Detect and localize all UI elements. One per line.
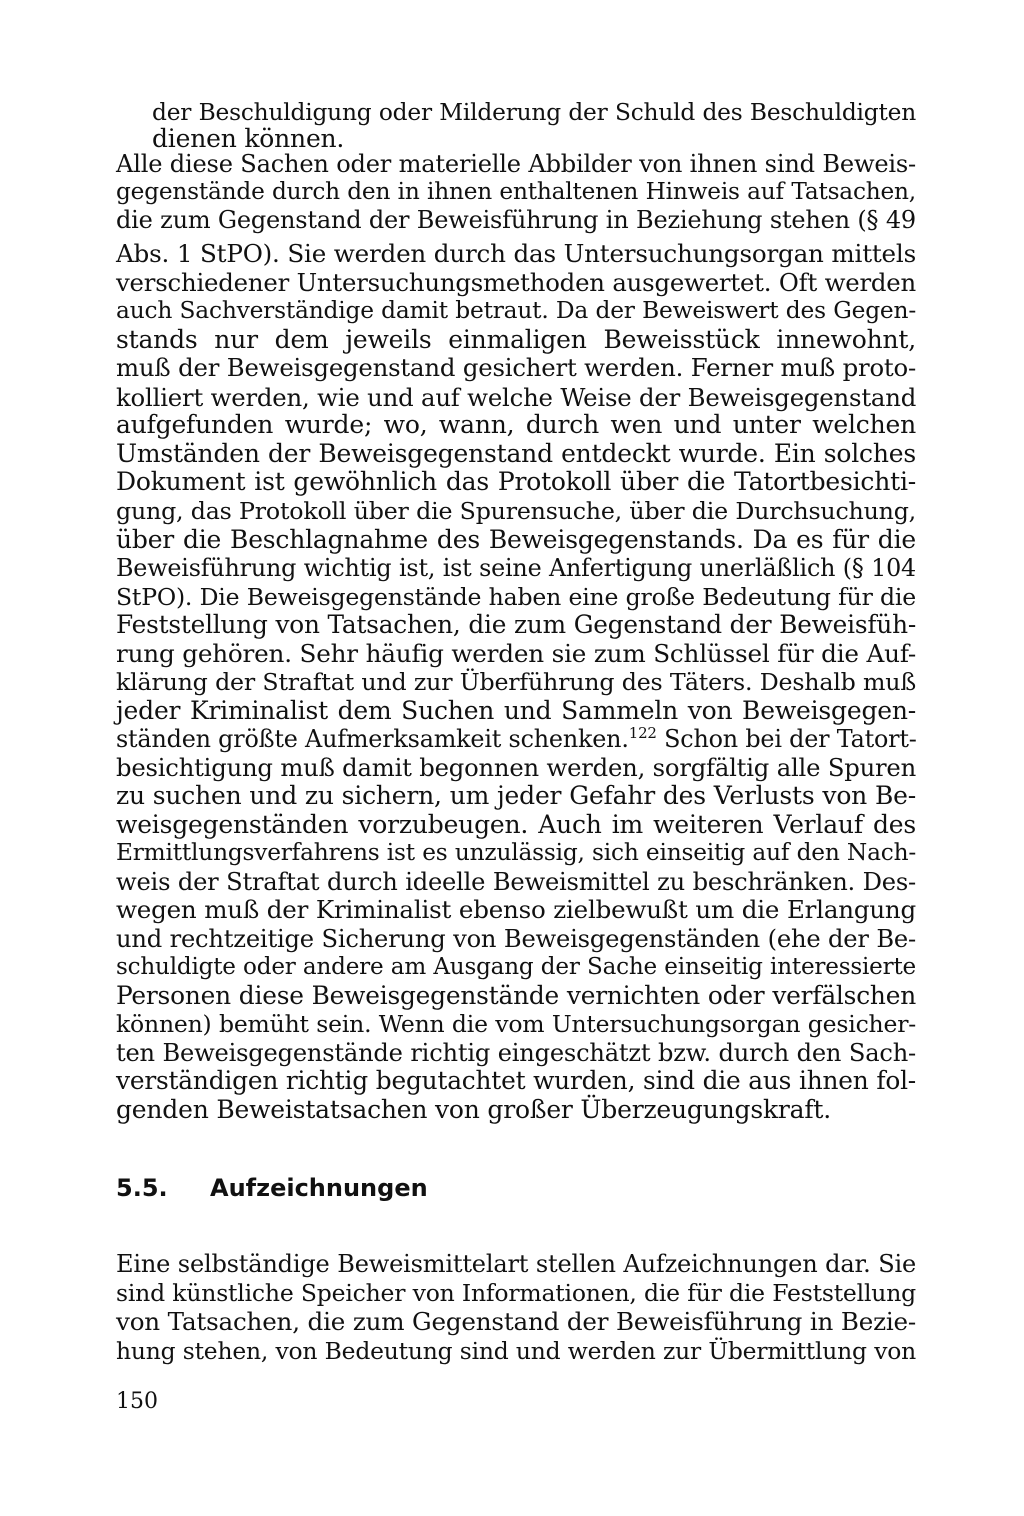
text-line: verständigen richtig begutachtet wurden, sind die aus ihnen fol- — [116, 1066, 916, 1095]
text-line: muß der Beweisgegenstand gesichert werden. Ferner muß proto- — [116, 353, 916, 382]
text-line — [116, 724, 916, 754]
text-line: Dokument ist gewöhnlich das Protokoll über die Tatortbesichti- — [116, 467, 916, 496]
text-line: können) bemüht sein. Wenn die vom Untersuchungsorgan gesicher- — [116, 1010, 916, 1038]
text-line: rung gehören. Sehr häufig werden sie zum Schlüssel für die Auf- — [116, 639, 916, 668]
text-line: besichtigung muß damit begonnen werden, sorgfältig alle Spuren — [116, 753, 916, 782]
text-line: ten Beweisgegenstände richtig eingeschätzt bzw. durch den Sach- — [116, 1039, 916, 1067]
section-title: Aufzeichnungen — [210, 1174, 428, 1202]
text-line: klärung der Straftat und zur Überführung des Täters. Deshalb muß — [116, 668, 916, 696]
text-line: gegenstände durch den in ihnen enthaltenen Hinweis auf Tatsachen, — [116, 178, 916, 205]
page-number: 150 — [116, 1389, 158, 1414]
text-line: Umständen der Beweisgegenstand entdeckt wurde. Ein solches — [116, 439, 916, 468]
text-line: die zum Gegenstand der Beweisführung in Beziehung stehen (§ 49 — [116, 206, 916, 234]
text-line: weis der Straftat durch ideelle Beweismittel zu beschränken. Des- — [116, 868, 916, 896]
text-line: Feststellung von Tatsachen, die zum Gegenstand der Beweisfüh- — [116, 610, 916, 639]
text-line: StPO). Die Beweisgegenstände haben eine große Bedeutung für die — [116, 583, 916, 611]
text-line: stands nur dem jeweils einmaligen Beweisstück innewohnt, — [116, 325, 916, 354]
text-line: über die Beschlagnahme des Beweisgegenstands. Da es für die — [116, 525, 916, 554]
text-line: Alle diese Sachen oder materielle Abbilder von ihnen sind Beweis- — [116, 150, 916, 178]
text-line: verschiedener Untersuchungsmethoden ausgewertet. Oft werden — [116, 268, 916, 297]
section-number: 5.5. — [116, 1174, 168, 1202]
text-line: hung stehen, von Bedeutung sind und werden zur Übermittlung von — [116, 1337, 916, 1365]
text-line: Eine selbständige Beweismittelart stellen Aufzeichnungen dar. Sie — [116, 1250, 916, 1278]
text-line: schuldigte oder andere am Ausgang der Sache einseitig interessierte — [116, 954, 916, 980]
text-line: weisgegenständen vorzubeugen. Auch im weiteren Verlauf des — [116, 810, 916, 839]
text-line: gung, das Protokoll über die Spurensuche, über die Durchsuchung, — [116, 497, 916, 525]
text-line: aufgefunden wurde; wo, wann, durch wen und unter welchen — [116, 410, 916, 439]
text-line: genden Beweistatsachen von großer Überzeugungskraft. — [116, 1095, 832, 1124]
text-line: dienen können. — [152, 124, 345, 153]
text-line: Beweisführung wichtig ist, ist seine Anfertigung unerläßlich (§ 104 — [116, 554, 916, 582]
text-line: und rechtzeitige Sicherung von Beweisgegenständen (ehe der Be- — [116, 925, 916, 953]
text-line: jeder Kriminalist dem Suchen und Sammeln von Beweisgegen- — [116, 696, 916, 725]
text-line: auch Sachverständige damit betraut. Da der Beweiswert des Gegen- — [116, 297, 916, 324]
text-line: der Beschuldigung oder Milderung der Schuld des Beschuldigten — [152, 99, 916, 126]
text-line: wegen muß der Kriminalist ebenso zielbewußt um die Erlangung — [116, 895, 916, 924]
text-line: Personen diese Beweisgegenstände vernichten oder verfälschen — [116, 981, 916, 1010]
footnote-reference: 122 — [628, 724, 657, 742]
text-segment: ständen größte Aufmerksamkeit schenken. — [116, 725, 629, 753]
section-heading — [116, 1173, 428, 1203]
text-line: kolliert werden, wie und auf welche Weise der Beweisgegenstand — [116, 383, 917, 412]
text-line: zu suchen und zu sichern, um jeder Gefahr des Verlusts von Be- — [116, 781, 916, 810]
text-line: von Tatsachen, die zum Gegenstand der Beweisführung in Bezie- — [116, 1307, 916, 1336]
text-line: Ermittlungsverfahrens ist es unzulässig, sich einseitig auf den Nach- — [116, 839, 916, 866]
text-line: Abs. 1 StPO). Sie werden durch das Untersuchungsorgan mittels — [116, 239, 916, 268]
text-line: sind künstliche Speicher von Informationen, die für die Feststellung — [116, 1279, 916, 1307]
text-segment: Schon bei der Tatort- — [656, 725, 917, 753]
